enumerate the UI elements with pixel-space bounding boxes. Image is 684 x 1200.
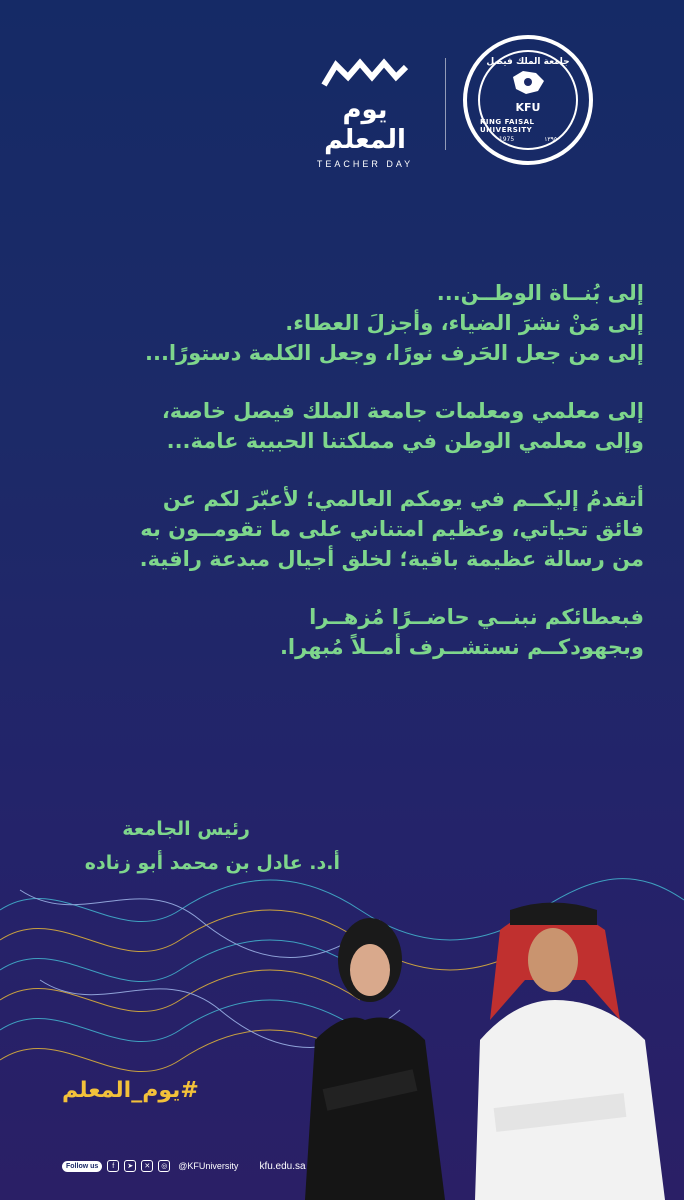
message-line: إلى معلمي ومعلمات جامعة الملك فيصل خاصة، xyxy=(161,399,644,423)
instagram-icon[interactable]: ◎ xyxy=(158,1160,170,1172)
message-line: إلى بُنــاة الوطــن... xyxy=(436,281,644,305)
teacher-day-mark-icon xyxy=(320,55,410,91)
teacher-day-english: TEACHER DAY xyxy=(316,159,414,169)
map-emblem-icon xyxy=(508,67,548,97)
telegram-icon[interactable]: ➤ xyxy=(124,1160,136,1172)
message-line: فبعطائكم نبنــي حاضــرًا مُزهــرا xyxy=(309,605,644,629)
follow-us-label: Follow us xyxy=(62,1161,102,1172)
seal-kfu-text: KFU xyxy=(515,101,541,114)
message-line: فائق تحياتي، وعظيم امتناني على ما تقومــون به xyxy=(140,517,644,541)
header-divider xyxy=(445,58,446,150)
message-paragraph-2 xyxy=(64,396,644,456)
seal-years xyxy=(499,136,557,143)
teacher-day-arabic: يوم المعلم xyxy=(324,95,406,155)
seal-year-right: ١٣٩٥ xyxy=(544,136,558,143)
facebook-icon[interactable]: f xyxy=(107,1160,119,1172)
message-paragraph-4 xyxy=(64,602,644,662)
man-figure xyxy=(475,903,665,1200)
message-line: أتقدمُ إليكــم في يومكم العالمي؛ لأعبّرَ لكم عن xyxy=(162,487,644,511)
message-line: من رسالة عظيمة باقية؛ لخلق أجيال مبدعة راقية. xyxy=(139,547,644,571)
people-illustration xyxy=(285,890,675,1200)
message-line: وإلى معلمي الوطن في مملكتنا الحبيبة عامة... xyxy=(166,429,644,453)
message-body xyxy=(64,278,644,690)
university-seal-logo xyxy=(463,35,593,165)
message-paragraph-3 xyxy=(64,484,644,574)
signature-title: رئيس الجامعة xyxy=(122,818,250,840)
footer xyxy=(62,1157,306,1175)
seal-year-left: 1975 xyxy=(498,136,515,143)
header xyxy=(0,0,684,200)
x-icon[interactable]: ✕ xyxy=(141,1160,153,1172)
hashtag-text: #يوم_المعلم xyxy=(62,1078,199,1103)
signature-name: أ.د. عادل بن محمد أبو زناده xyxy=(84,852,340,874)
message-line: إلى مَنْ نشرَ الضياء، وأجزلَ العطاء. xyxy=(285,311,644,335)
seal-arabic-name: جامعة الملك فيصل xyxy=(486,57,570,67)
message-line: وبجهودكــم نستشــرف أمــلاً مُبهرا. xyxy=(279,635,644,659)
message-paragraph-1 xyxy=(64,278,644,368)
social-handle[interactable]: @KFUniversity xyxy=(178,1161,239,1171)
seal-english-name: KING FAISAL UNIVERSITY xyxy=(480,118,535,134)
teacher-day-logo xyxy=(300,55,430,169)
seal-inner-ring xyxy=(478,50,578,150)
message-line: إلى من جعل الحَرف نورًا، وجعل الكلمة دستورًا... xyxy=(145,341,644,365)
website-link[interactable]: kfu.edu.sa xyxy=(259,1160,306,1172)
woman-figure xyxy=(305,918,445,1200)
